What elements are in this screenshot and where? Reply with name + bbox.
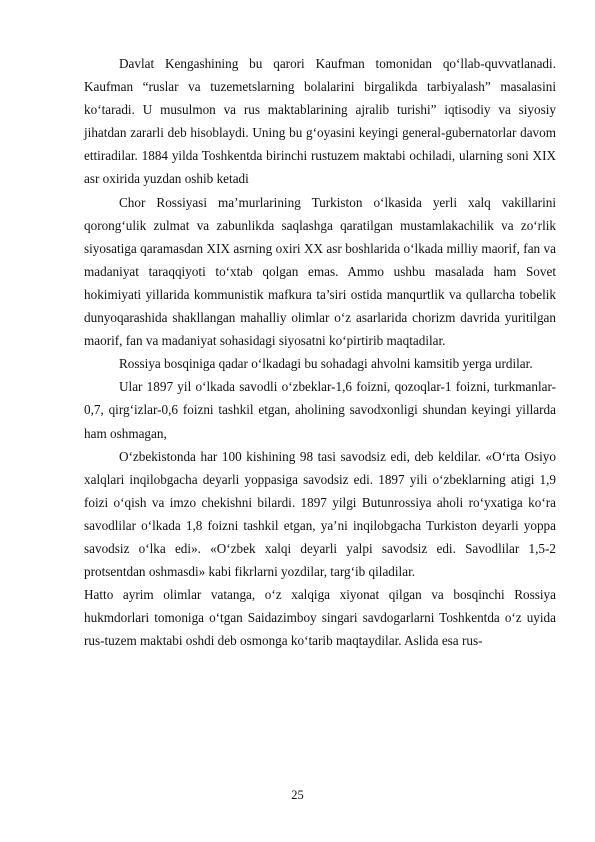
paragraph-literacy-1897: Ular 1897 yil o‘lkada savodli o‘zbeklar-1,6 foizni, qozoqlar-1 foizni, turkmanlar-0,7, qirg‘izlar-0,6 foizni tashkil etgan, aholining savodxonligi shundan keyingi yillarda ham oshmagan, (84, 379, 556, 441)
page-number: 25 (291, 788, 304, 802)
paragraph-before-invasion: Rossiya bosqiniga qadar o‘lkadagi bu sohadagi ahvolni kamsitib yerga urdilar. (119, 356, 533, 372)
paragraph-colonial-policy: Chor Rossiyasi ma’murlarining Turkiston o‘lkasida yerli xalq vakillarini qorong‘ulik zulmat va zabunlikda saqlashga qaratilgan mustamlakachilik va zo‘rlik siyosatiga qaramasdan XIX asrning oxiri XX asr boshlarida o‘lkada milliy maorif, fan va madaniyat taraqqiyoti to‘xtab qolgan emas. Ammo ushbu masalada ham Sovet hokimiyati yillarida kommunistik mafkura ta’siri ostida manqurtlik va qullarcha tobelik dunyoqarashida shakllangan mahalliy olimlar o‘z asarlarida chorizm davrida yuritilgan maorif, fan va madaniyat sohasidagi siyosatni ko‘pirtirib maqtadilar. (84, 194, 556, 349)
paragraph-uzbekistan-illiteracy: O‘zbekistonda har 100 kishining 98 tasi savodsiz edi, deb keldilar. «O‘rta Osiyo xalqlari inqilobgacha deyarli yoppasiga savodsiz edi. 1897 yili o‘zbeklarning atigi 1,9 foizi o‘qish va imzo chekishni bilardi. 1897 yilgi Butunrossiya aholi ro‘yxatiga ko‘ra savodlilar o‘lkada 1,8 foizni tashkil etgan, ya’ni inqilobgacha Turkiston deyarli yoppa savodsiz o‘lka edi». «O‘zbek xalqi deyarli yalpi savodsiz edi. Savodlilar 1,5-2 protsentdan oshmasdi» kabi fikrlarni yozdilar, targ‘ib qiladilar. (84, 448, 556, 580)
document-page (84, 52, 556, 652)
paragraph-merchants: Hatto ayrim olimlar vatanga, o‘z xalqiga xiyonat qilgan va bosqinchi Rossiya hukmdorlari tomoniga o‘tgan Saidazimboy singari savdogarlarni Toshkentda o‘z uyida rus-tuzem maktabi oshdi deb osmonga ko‘tarib maqtaydilar. Aslida esa rus- (84, 587, 556, 649)
paragraph-kaufman-decision: Davlat Kengashining bu qarori Kaufman tomonidan qo‘llab-quvvatlanadi. Kaufman “ruslar va tuzemetslarning bolalarini birgalikda tarbiyalash” masalasini ko‘taradi. U musulmon va rus maktablarining ajralib turishi” iqtisodiy va siyosiy jihatdan zararli deb hisoblaydi. Uning bu g‘oyasini keyingi general-gubernatorlar davom ettiradilar. 1884 yilda Toshkentda birinchi rustuzem maktabi ochiladi, ularning soni XIX asr oxirida yuzdan oshib ketadi (84, 56, 556, 187)
